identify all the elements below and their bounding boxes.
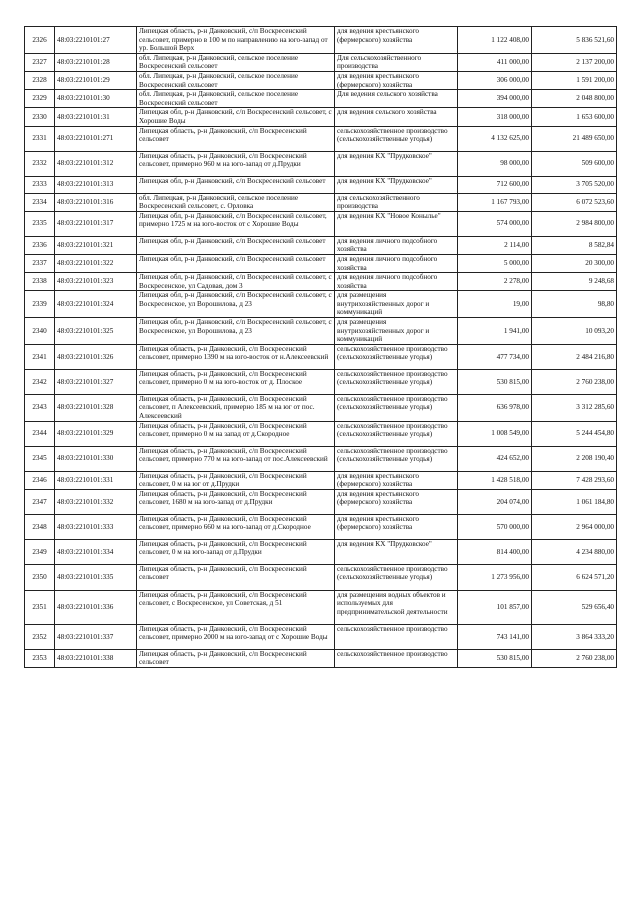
cadastral-value-cell: 2 137 200,00 [532, 53, 617, 71]
cadastral-number-cell: 48:03:2210101:333 [55, 514, 137, 539]
table-row [25, 193, 617, 211]
address-cell: Липецкая обл, р-н Данковский, с/п Воскресенский сельсовет, примерно 1725 м на юго-восток от с Хорошие Воды [137, 211, 335, 236]
table-row [25, 394, 617, 421]
permitted-use-cell: для ведения КХ "Прудковское" [335, 539, 458, 564]
permitted-use-cell: Для ведения сельского хозяйства [335, 90, 458, 108]
permitted-use-cell: сельскохозяйственное производство (сельскохозяйственные угодья) [335, 394, 458, 421]
address-cell: Липецкая область, р-н Данковский, с/п Воскресенский сельсовет, примерно 960 м на юго-запад от д.Прудки [137, 151, 335, 176]
row-number-cell: 2333 [25, 176, 55, 193]
table-body [25, 27, 617, 668]
address-cell: Липецкая область, р-н Данковский, с/п Воскресенский сельсовет [137, 126, 335, 151]
cadastral-number-cell: 48:03:2210101:312 [55, 151, 137, 176]
area-cell: 424 652,00 [458, 446, 532, 471]
table-row [25, 318, 617, 345]
permitted-use-cell: для ведения крестьянского (фермерского) хозяйства [335, 71, 458, 89]
row-number-cell: 2329 [25, 90, 55, 108]
address-cell: Липецкая область, р-н Данковский, с/п Воскресенский сельсовет, примерно 1390 м на юго-восток от н.Алексеевский [137, 344, 335, 369]
table-row [25, 624, 617, 649]
permitted-use-cell: для ведения личного подсобного хозяйства [335, 273, 458, 291]
cadastral-value-cell: 8 582,84 [532, 236, 617, 254]
table-row [25, 176, 617, 193]
table-row [25, 344, 617, 369]
area-cell: 712 600,00 [458, 176, 532, 193]
area-cell: 530 815,00 [458, 369, 532, 394]
permitted-use-cell: для ведения крестьянского (фермерского) хозяйства [335, 489, 458, 514]
table-row [25, 126, 617, 151]
cadastral-number-cell: 48:03:2210101:323 [55, 273, 137, 291]
address-cell: Липецкая область, р-н Данковский, с/п Воскресенский сельсовет, примерно 2000 м на юго-запад от с Хорошие Воды [137, 624, 335, 649]
row-number-cell: 2330 [25, 108, 55, 126]
cadastral-number-cell: 48:03:2210101:324 [55, 291, 137, 318]
cadastral-number-cell: 48:03:2210101:331 [55, 471, 137, 489]
row-number-cell: 2352 [25, 624, 55, 649]
table-row [25, 71, 617, 89]
permitted-use-cell: для размещения водных объектов и используемых для предпринимательской деятельности [335, 590, 458, 624]
cadastral-number-cell: 48:03:2210101:328 [55, 394, 137, 421]
area-cell: 1 122 408,00 [458, 27, 532, 54]
permitted-use-cell: для ведения сельского хозяйства [335, 108, 458, 126]
row-number-cell: 2353 [25, 649, 55, 667]
row-number-cell: 2351 [25, 590, 55, 624]
area-cell: 306 000,00 [458, 71, 532, 89]
cadastral-value-cell: 2 208 190,40 [532, 446, 617, 471]
cadastral-value-cell: 7 428 293,60 [532, 471, 617, 489]
cadastral-number-cell: 48:03:2210101:335 [55, 564, 137, 590]
cadastral-value-cell: 1 061 184,80 [532, 489, 617, 514]
table-row [25, 514, 617, 539]
area-cell: 411 000,00 [458, 53, 532, 71]
row-number-cell: 2339 [25, 291, 55, 318]
cadastral-value-cell: 509 600,00 [532, 151, 617, 176]
cadastral-value-cell: 1 591 200,00 [532, 71, 617, 89]
cadastral-value-cell: 10 093,20 [532, 318, 617, 345]
area-cell: 570 000,00 [458, 514, 532, 539]
cadastral-value-cell: 3 312 285,60 [532, 394, 617, 421]
cadastral-number-cell: 48:03:2210101:29 [55, 71, 137, 89]
row-number-cell: 2348 [25, 514, 55, 539]
permitted-use-cell: сельскохозяйственное производство (сельскохозяйственные угодья) [335, 421, 458, 446]
permitted-use-cell: для ведения КХ "Новое Конылье" [335, 211, 458, 236]
address-cell: Липецкая обл, р-н Данковский, с/п Воскресенский сельсовет, с Воскресенское, ул Ворошилова, д 23 [137, 291, 335, 318]
row-number-cell: 2347 [25, 489, 55, 514]
table-row [25, 108, 617, 126]
row-number-cell: 2337 [25, 254, 55, 272]
cadastral-number-cell: 48:03:2210101:322 [55, 254, 137, 272]
permitted-use-cell: сельскохозяйственное производство [335, 624, 458, 649]
address-cell: Липецкая обл, р-н Данковский, с/п Воскресенский сельсовет, с Воскресенское, ул Ворошилова, д 23 [137, 318, 335, 345]
address-cell: обл. Липецкая, р-н Данковский, сельское поселение Воскресенский сельсовет [137, 71, 335, 89]
cadastral-value-cell: 5 836 521,60 [532, 27, 617, 54]
address-cell: Липецкая обл, р-н Данковский, с/п Воскресенский сельсовет, с Хорошие Воды [137, 108, 335, 126]
table-row [25, 273, 617, 291]
address-cell: Липецкая область, р-н Данковский, с/п Воскресенский сельсовет, п Алексеевский, примерно 185 м на юг от пос. Алексеевский [137, 394, 335, 421]
area-cell: 636 978,00 [458, 394, 532, 421]
cadastral-value-cell: 2 484 216,80 [532, 344, 617, 369]
row-number-cell: 2345 [25, 446, 55, 471]
row-number-cell: 2344 [25, 421, 55, 446]
area-cell: 5 000,00 [458, 254, 532, 272]
cadastral-value-cell: 2 760 238,00 [532, 649, 617, 667]
cadastral-number-cell: 48:03:2210101:316 [55, 193, 137, 211]
row-number-cell: 2331 [25, 126, 55, 151]
cadastral-number-cell: 48:03:2210101:271 [55, 126, 137, 151]
cadastral-value-cell: 2 048 800,00 [532, 90, 617, 108]
row-number-cell: 2328 [25, 71, 55, 89]
permitted-use-cell: для размещения внутрихозяйственных дорог и коммуникаций [335, 291, 458, 318]
row-number-cell: 2335 [25, 211, 55, 236]
permitted-use-cell: для ведения личного подсобного хозяйства [335, 236, 458, 254]
row-number-cell: 2342 [25, 369, 55, 394]
table-row [25, 254, 617, 272]
cadastral-value-cell: 529 656,40 [532, 590, 617, 624]
cadastral-value-cell: 9 248,68 [532, 273, 617, 291]
row-number-cell: 2336 [25, 236, 55, 254]
table-row [25, 369, 617, 394]
table-row [25, 421, 617, 446]
cadastral-number-cell: 48:03:2210101:338 [55, 649, 137, 667]
permitted-use-cell: для ведения личного подсобного хозяйства [335, 254, 458, 272]
cadastral-number-cell: 48:03:2210101:327 [55, 369, 137, 394]
table-row [25, 291, 617, 318]
address-cell: Липецкая область, р-н Данковский, с/п Воскресенский сельсовет, 0 м на юго-запад от д.Прудки [137, 539, 335, 564]
area-cell: 394 000,00 [458, 90, 532, 108]
permitted-use-cell: Для сельскохозяйственного производства [335, 53, 458, 71]
permitted-use-cell: сельскохозяйственное производство (сельскохозяйственные угодья) [335, 446, 458, 471]
area-cell: 1 273 956,00 [458, 564, 532, 590]
cadastral-number-cell: 48:03:2210101:325 [55, 318, 137, 345]
table-row [25, 27, 617, 54]
cadastral-number-cell: 48:03:2210101:326 [55, 344, 137, 369]
permitted-use-cell: для ведения КХ "Прудковское" [335, 176, 458, 193]
area-cell: 98 000,00 [458, 151, 532, 176]
area-cell: 204 074,00 [458, 489, 532, 514]
row-number-cell: 2350 [25, 564, 55, 590]
cadastral-value-cell: 2 760 238,00 [532, 369, 617, 394]
cadastral-value-cell: 4 234 880,00 [532, 539, 617, 564]
area-cell: 4 132 625,00 [458, 126, 532, 151]
row-number-cell: 2349 [25, 539, 55, 564]
address-cell: Липецкая область, р-н Данковский, с/п Воскресенский сельсовет, 0 м на юг от д.Прудки [137, 471, 335, 489]
address-cell: Липецкая область, р-н Данковский, с/п Воскресенский сельсовет, с Воскресенское, ул Советская, д 51 [137, 590, 335, 624]
cadastral-value-cell: 3 705 520,00 [532, 176, 617, 193]
cadastral-value-cell: 2 964 000,00 [532, 514, 617, 539]
address-cell: обл. Липецкая, р-н Данковский, сельское поселение Воскресенский сельсовет [137, 53, 335, 71]
row-number-cell: 2346 [25, 471, 55, 489]
area-cell: 1 428 518,00 [458, 471, 532, 489]
cadastral-number-cell: 48:03:2210101:330 [55, 446, 137, 471]
area-cell: 318 000,00 [458, 108, 532, 126]
cadastral-number-cell: 48:03:2210101:329 [55, 421, 137, 446]
permitted-use-cell: сельскохозяйственное производство (сельскохозяйственные угодья) [335, 126, 458, 151]
permitted-use-cell: сельскохозяйственное производство (сельскохозяйственные угодья) [335, 369, 458, 394]
area-cell: 1 941,00 [458, 318, 532, 345]
table-row [25, 489, 617, 514]
address-cell: Липецкая область, р-н Данковский, с/п Воскресенский сельсовет, примерно 770 м на юго-запад от пос.Алексеевский [137, 446, 335, 471]
cadastral-value-cell: 21 489 650,00 [532, 126, 617, 151]
address-cell: Липецкая обл, р-н Данковский, с/п Воскресенский сельсовет, с Воскресенское, ул Садовая, дом 3 [137, 273, 335, 291]
row-number-cell: 2340 [25, 318, 55, 345]
land-plots-table [24, 26, 617, 668]
cadastral-value-cell: 6 624 571,20 [532, 564, 617, 590]
table-row [25, 211, 617, 236]
row-number-cell: 2341 [25, 344, 55, 369]
row-number-cell: 2327 [25, 53, 55, 71]
permitted-use-cell: для ведения КХ "Прудковское" [335, 151, 458, 176]
cadastral-number-cell: 48:03:2210101:317 [55, 211, 137, 236]
cadastral-number-cell: 48:03:2210101:30 [55, 90, 137, 108]
cadastral-number-cell: 48:03:2210101:313 [55, 176, 137, 193]
cadastral-value-cell: 2 984 800,00 [532, 211, 617, 236]
permitted-use-cell: для ведения крестьянского (фермерского) хозяйства [335, 27, 458, 54]
address-cell: Липецкая область, р-н Данковский, с/п Воскресенский сельсовет [137, 649, 335, 667]
permitted-use-cell: сельскохозяйственное производство [335, 649, 458, 667]
permitted-use-cell: для размещения внутрихозяйственных дорог и коммуникаций [335, 318, 458, 345]
table-row [25, 446, 617, 471]
address-cell: Липецкая область, р-н Данковский, с/п Воскресенский сельсовет, 1680 м на юго-запад от д.Прудки [137, 489, 335, 514]
table-row [25, 53, 617, 71]
document-page [24, 26, 616, 668]
row-number-cell: 2338 [25, 273, 55, 291]
area-cell: 1 167 793,00 [458, 193, 532, 211]
permitted-use-cell: сельскохозяйственное производство (сельскохозяйственные угодья) [335, 344, 458, 369]
cadastral-value-cell: 1 653 600,00 [532, 108, 617, 126]
table-row [25, 151, 617, 176]
permitted-use-cell: для сельскохозяйственного производства [335, 193, 458, 211]
address-cell: Липецкая обл, р-н Данковский, с/п Воскресенский сельсовет [137, 176, 335, 193]
area-cell: 814 400,00 [458, 539, 532, 564]
cadastral-number-cell: 48:03:2210101:31 [55, 108, 137, 126]
cadastral-value-cell: 20 300,00 [532, 254, 617, 272]
area-cell: 2 114,00 [458, 236, 532, 254]
cadastral-value-cell: 6 072 523,60 [532, 193, 617, 211]
permitted-use-cell: для ведения крестьянского (фермерского) хозяйства [335, 471, 458, 489]
cadastral-number-cell: 48:03:2210101:334 [55, 539, 137, 564]
area-cell: 2 278,00 [458, 273, 532, 291]
area-cell: 101 857,00 [458, 590, 532, 624]
area-cell: 1 008 549,00 [458, 421, 532, 446]
address-cell: обл. Липецкая, р-н Данковский, сельское поселение Воскресенский сельсовет [137, 90, 335, 108]
cadastral-value-cell: 3 864 333,20 [532, 624, 617, 649]
cadastral-value-cell: 5 244 454,80 [532, 421, 617, 446]
table-row [25, 564, 617, 590]
address-cell: Липецкая область, р-н Данковский, с/п Воскресенский сельсовет, примерно 0 м на запад от д.Скородное [137, 421, 335, 446]
cadastral-number-cell: 48:03:2210101:321 [55, 236, 137, 254]
cadastral-number-cell: 48:03:2210101:337 [55, 624, 137, 649]
area-cell: 19,00 [458, 291, 532, 318]
cadastral-value-cell: 98,80 [532, 291, 617, 318]
row-number-cell: 2334 [25, 193, 55, 211]
cadastral-number-cell: 48:03:2210101:332 [55, 489, 137, 514]
table-row [25, 471, 617, 489]
area-cell: 743 141,00 [458, 624, 532, 649]
address-cell: Липецкая область, р-н Данковский, с/п Воскресенский сельсовет, примерно 0 м на юго-восток от д. Плоское [137, 369, 335, 394]
table-row [25, 649, 617, 667]
permitted-use-cell: сельскохозяйственное производство (сельскохозяйственные угодья) [335, 564, 458, 590]
table-row [25, 236, 617, 254]
address-cell: Липецкая область, р-н Данковский, с/п Воскресенский сельсовет [137, 564, 335, 590]
address-cell: Липецкая обл, р-н Данковский, с/п Воскресенский сельсовет [137, 254, 335, 272]
row-number-cell: 2326 [25, 27, 55, 54]
permitted-use-cell: для ведения крестьянского (фермерского) хозяйства [335, 514, 458, 539]
address-cell: обл. Липецкая, р-н Данковский, сельское поселение Воскресенский сельсовет, с. Орловка [137, 193, 335, 211]
cadastral-number-cell: 48:03:2210101:336 [55, 590, 137, 624]
address-cell: Липецкая область, р-н Данковский, с/п Воскресенский сельсовет, примерно 660 м на юго-запад от д.Скородное [137, 514, 335, 539]
row-number-cell: 2343 [25, 394, 55, 421]
row-number-cell: 2332 [25, 151, 55, 176]
cadastral-number-cell: 48:03:2210101:27 [55, 27, 137, 54]
address-cell: Липецкая область, р-н Данковский, с/п Воскресенский сельсовет, примерно в 100 м по направлению на юго-запад от ур. Большой Верх [137, 27, 335, 54]
table-row [25, 590, 617, 624]
area-cell: 574 000,00 [458, 211, 532, 236]
table-row [25, 90, 617, 108]
area-cell: 530 815,00 [458, 649, 532, 667]
area-cell: 477 734,00 [458, 344, 532, 369]
cadastral-number-cell: 48:03:2210101:28 [55, 53, 137, 71]
address-cell: Липецкая обл, р-н Данковский, с/п Воскресенский сельсовет [137, 236, 335, 254]
table-row [25, 539, 617, 564]
